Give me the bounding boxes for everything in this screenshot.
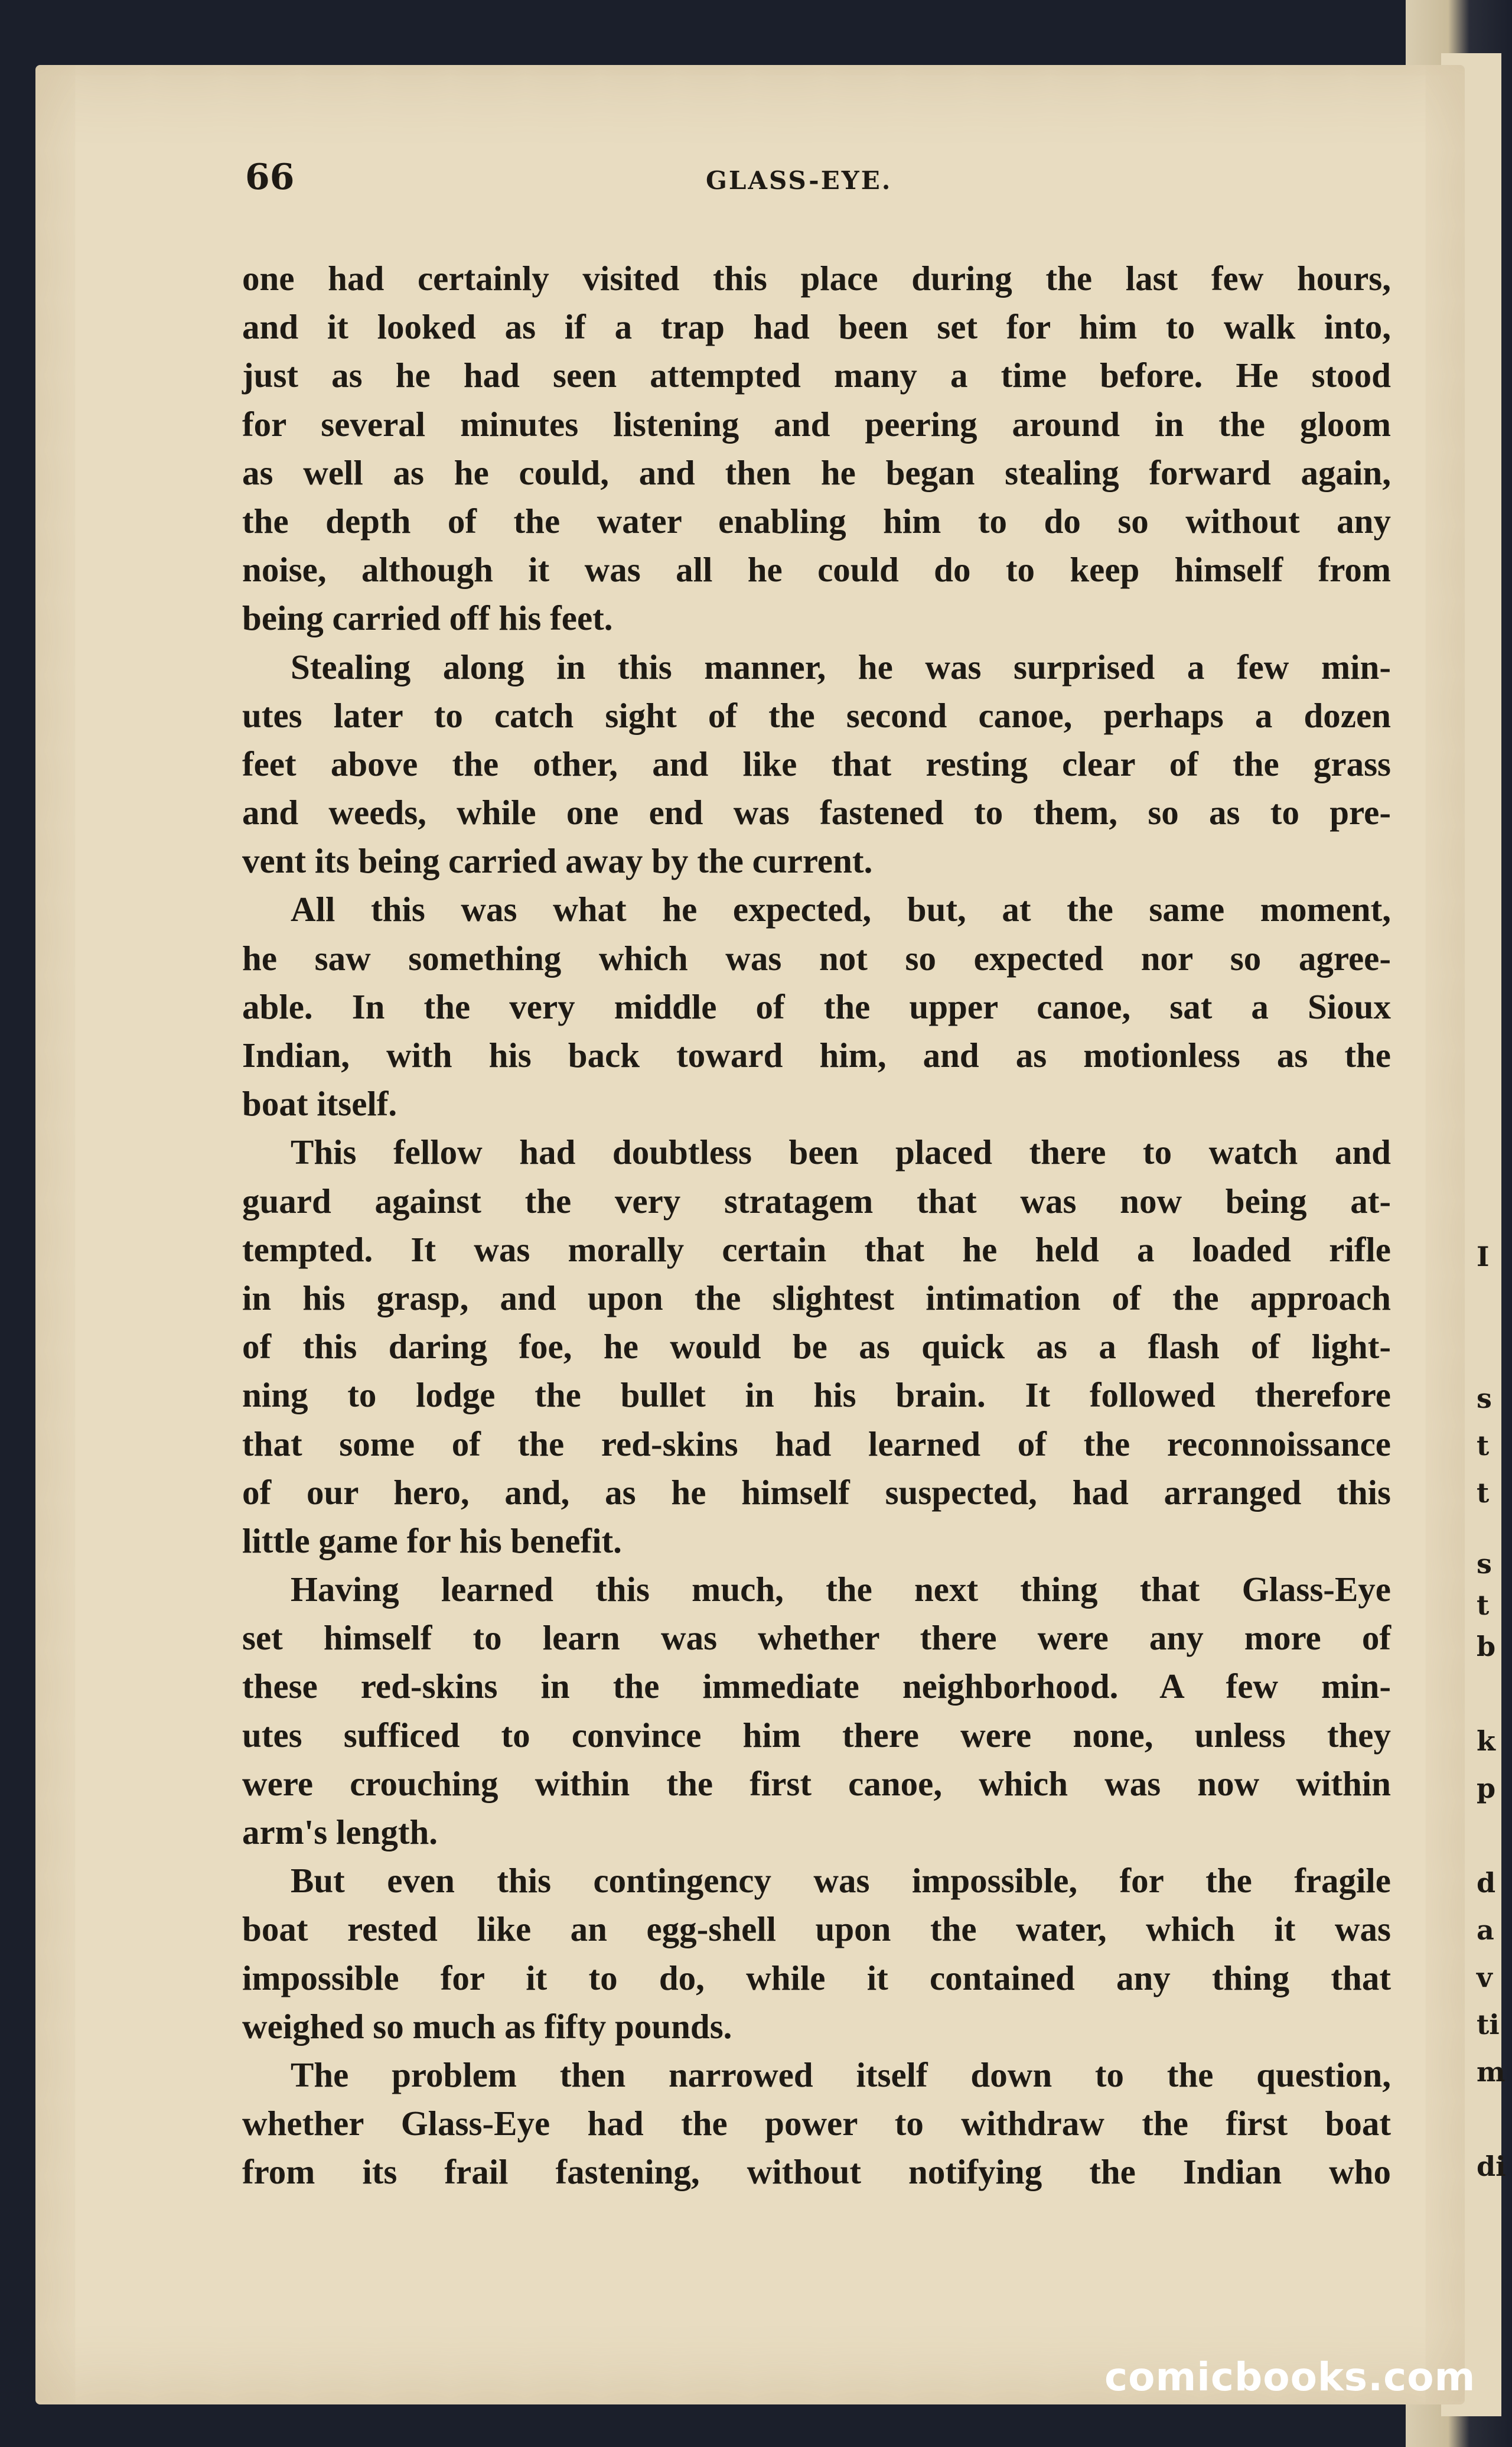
text-line: little game for his benefit. xyxy=(242,1521,622,1560)
text-line: guard against the very stratagem that was now being at- xyxy=(242,1181,1391,1221)
facing-page-letter: ti xyxy=(1477,2009,1500,2041)
text-line: boat itself. xyxy=(242,1084,397,1124)
text-line: weighed so much as fifty pounds. xyxy=(242,2006,732,2046)
text-line: the depth of the water enabling him to do so without any xyxy=(242,501,1391,541)
text-line: Indian, with his back toward him, and as motionless as the xyxy=(242,1036,1391,1075)
text-line: ning to lodge the bullet in his brain. It followed therefore xyxy=(242,1375,1391,1415)
text-line: arm's length. xyxy=(242,1813,438,1851)
facing-page-letter: k xyxy=(1477,1725,1495,1757)
text-line: one had certainly visited this place during the last few hours, xyxy=(242,259,1391,298)
text-line: set himself to learn was whether there were any more of xyxy=(242,1618,1391,1658)
running-head: GLASS-EYE. xyxy=(706,166,892,195)
text-line: boat rested like an egg-shell upon the water, which it was xyxy=(242,1909,1391,1949)
watermark: comicbooks.com xyxy=(1104,2354,1476,2400)
facing-page-letter: d xyxy=(1477,1867,1496,1899)
facing-page-letter: t xyxy=(1477,1430,1490,1462)
text-line: Stealing along in this manner, he was surprised a few min- xyxy=(291,647,1391,686)
facing-page-letter: m xyxy=(1477,2056,1506,2088)
text-line: impossible for it to do, while it contained any thing that xyxy=(242,1958,1391,1997)
text-line: being carried off his feet. xyxy=(242,598,613,638)
text-line: able. In the very middle of the upper canoe, sat a Sioux xyxy=(242,987,1391,1026)
facing-page-letter: s xyxy=(1477,1382,1492,1414)
text-line: whether Glass-Eye had the power to withdraw the first boat xyxy=(242,2104,1391,2143)
text-line: these red-skins in the immediate neighborhood. A few min- xyxy=(242,1667,1391,1706)
facing-page-letter: b xyxy=(1477,1631,1496,1662)
text-line: This fellow had doubtless been placed there to watch and xyxy=(291,1133,1391,1172)
facing-page-letter: di xyxy=(1477,2150,1506,2182)
text-line: utes later to catch sight of the second canoe, perhaps a dozen xyxy=(242,695,1391,735)
text-line: just as he had seen attempted many a time before. He stood xyxy=(242,356,1391,395)
text-line: and it looked as if a trap had been set for him to walk into, xyxy=(242,307,1391,347)
facing-page-letter: v xyxy=(1477,1961,1493,1993)
text-line: feet above the other, and like that resting clear of the grass xyxy=(242,744,1391,783)
text-line: in his grasp, and upon the slightest intimation of the approach xyxy=(242,1278,1391,1317)
text-line: utes sufficed to convince him there were none, unless they xyxy=(242,1715,1391,1755)
text-line: and weeds, while one end was fastened to them, so as to pre- xyxy=(242,793,1391,832)
page-number: 66 xyxy=(245,157,295,198)
facing-page-letter: t xyxy=(1477,1477,1490,1509)
facing-page-letter: s xyxy=(1477,1548,1492,1580)
text-line: All this was what he expected, but, at the same moment, xyxy=(291,890,1391,929)
text-line: were crouching within the first canoe, which was now within xyxy=(242,1763,1391,1803)
facing-page-letter: a xyxy=(1477,1914,1494,1946)
text-line: vent its being carried away by the current. xyxy=(242,841,873,881)
text-line: that some of the red-skins had learned of the reconnoissance xyxy=(242,1424,1391,1463)
text-line: The problem then narrowed itself down to the question, xyxy=(291,2055,1391,2094)
text-line: for several minutes listening and peering around in the gloom xyxy=(242,404,1391,444)
text-line: from its frail fastening, without notifying the Indian who xyxy=(242,2152,1391,2192)
text-line: of this daring foe, he would be as quick as a flash of light- xyxy=(242,1327,1391,1366)
text-line: he saw something which was not so expected nor so agree- xyxy=(242,938,1391,978)
text-line: noise, although it was all he could do to keep himself from xyxy=(242,550,1391,590)
facing-page-letter: p xyxy=(1477,1772,1496,1804)
text-line: tempted. It was morally certain that he held a loaded rifle xyxy=(242,1229,1391,1269)
facing-page-letter: I xyxy=(1477,1241,1490,1273)
text-line: But even this contingency was impossible, for the fragile xyxy=(291,1861,1391,1901)
body-text xyxy=(242,254,1391,2197)
facing-page-letter: t xyxy=(1477,1589,1490,1621)
page-header xyxy=(245,157,1391,210)
text-line: as well as he could, and then he began stealing forward again, xyxy=(242,453,1391,492)
text-line: of our hero, and, as he himself suspected, had arranged this xyxy=(242,1472,1391,1512)
text-line: Having learned this much, the next thing that Glass-Eye xyxy=(291,1570,1391,1609)
